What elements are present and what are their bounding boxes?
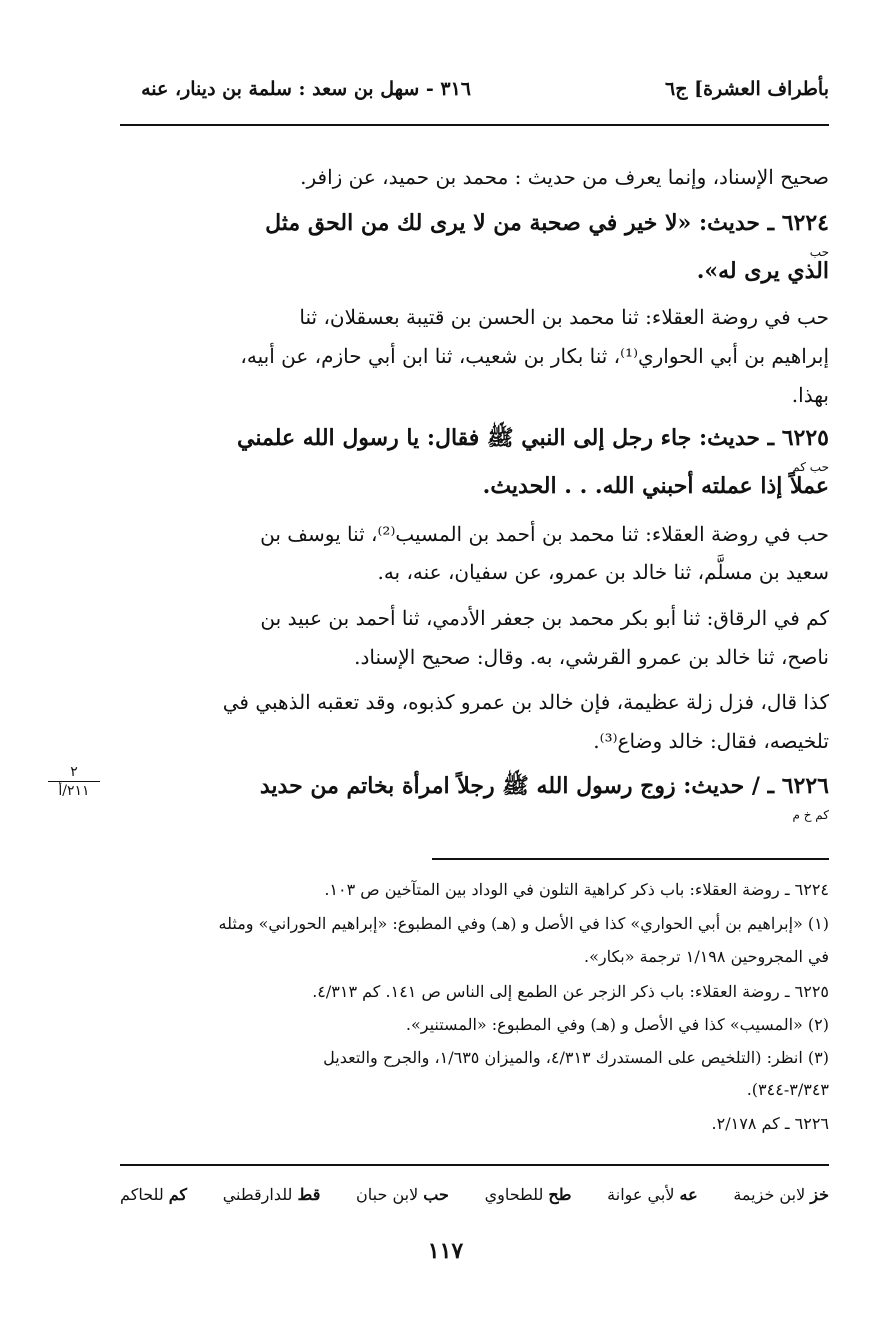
hadith-6224-heading: ٦٢٢٤ ـ حديث: «لا خير في صحبة من لا يرى لك من الحق مثل (265, 210, 829, 236)
source-code: حب (809, 245, 829, 259)
legend-item: حب لابن حبان (356, 1185, 449, 1204)
text-line: كذا قال، فزل زلة عظيمة، فإن خالد بن عمرو كذبوه، وقد تعقبه الذهبي في (222, 690, 829, 714)
footnote: (٢) «المسيب» كذا في الأصل و (هـ) وفي المطبوع: «المستنير». (405, 1015, 829, 1034)
header-rule (120, 124, 829, 126)
text-line: حب في روضة العقلاء: ثنا محمد بن أحمد بن المسيب⁽²⁾، ثنا يوسف بن (260, 522, 829, 546)
source-code: كم خ م (792, 808, 829, 822)
text-line: صحيح الإسناد، وإنما يعرف من حديث : محمد بن حميد، عن زافر. (300, 165, 829, 189)
hadith-6226-heading: ٦٢٢٦ ـ / حديث: زوج رسول الله ﷺ رجلاً امرأة بخاتم من حديد (259, 773, 829, 799)
header-book-title: بأطراف العشرة] ج٦ (665, 78, 829, 100)
margin-note (48, 764, 100, 799)
abbreviation-legend (120, 1185, 829, 1204)
footnote: ٦٢٢٦ ـ كم ٢/١٧٨. (711, 1114, 829, 1133)
margin-note-rule (48, 781, 100, 782)
legend-item: عه لأبي عوانة (607, 1185, 698, 1204)
source-code: حب كم (792, 460, 829, 474)
legend-rule (120, 1164, 829, 1166)
legend-item: خز لابن خزيمة (733, 1185, 829, 1204)
legend-item: كم للحاكم (120, 1185, 188, 1204)
hadith-6225-continuation: عملاً إذا عملته أحبني الله. . . الحديث. (482, 473, 829, 499)
text-line: كم في الرقاق: ثنا أبو بكر محمد بن جعفر الأدمي، ثنا أحمد بن عبيد بن (260, 606, 829, 630)
margin-note-top: ٢ (70, 764, 78, 780)
text-line: بهذا. (791, 383, 829, 407)
text-line: سعيد بن مسلَّم، ثنا خالد بن عمرو، عن سفيان، عنه، به. (377, 560, 829, 584)
footnote: ٦٢٢٤ ـ روضة العقلاء: باب ذكر كراهية التلون في الوداد بين المتآخين ص ١٠٣. (324, 880, 829, 899)
hadith-6225-heading: ٦٢٢٥ ـ حديث: جاء رجل إلى النبي ﷺ فقال: يا رسول الله علمني (237, 425, 829, 451)
footnote-rule (432, 858, 829, 860)
margin-note-bottom: ٢١١/أ (58, 783, 90, 799)
page-number: ١١٧ (427, 1238, 464, 1264)
text-line: حب في روضة العقلاء: ثنا محمد بن الحسن بن قتيبة بعسقلان، ثنا (299, 305, 829, 329)
text-line: إبراهيم بن أبي الحواري⁽¹⁾، ثنا بكار بن شعيب، ثنا ابن أبي حازم، عن أبيه، (240, 344, 829, 368)
footnote: ٦٢٢٥ ـ روضة العقلاء: باب ذكر الزجر عن الطمع إلى الناس ص ١٤١. كم ٤/٣١٣. (312, 982, 829, 1001)
footnote: (٣) انظر: (التلخيص على المستدرك ٤/٣١٣، والميزان ١/٦٣٥، والجرح والتعديل (323, 1048, 829, 1067)
legend-item: قط للدارقطني (222, 1185, 321, 1204)
legend-item: طح للطحاوي (484, 1185, 572, 1204)
footnote: ٣/٣٤٣-٣٤٤). (746, 1080, 829, 1099)
hadith-6224-continuation: الذي يرى له». (696, 258, 829, 284)
text-line: تلخيصه، فقال: خالد وضاع⁽³⁾. (593, 729, 829, 753)
footnote: (١) «إبراهيم بن أبي الحواري» كذا في الأصل و (هـ) وفي المطبوع: «إبراهيم الحوراني» ومثله (218, 914, 829, 933)
text-line: ناصح، ثنا خالد بن عمرو القرشي، به. وقال: صحيح الإسناد. (354, 645, 829, 669)
footnote: في المجروحين ١/١٩٨ ترجمة «بكار». (583, 947, 829, 966)
header-section-title: ٣١٦ - سهل بن سعد : سلمة بن دينار، عنه (141, 78, 471, 100)
